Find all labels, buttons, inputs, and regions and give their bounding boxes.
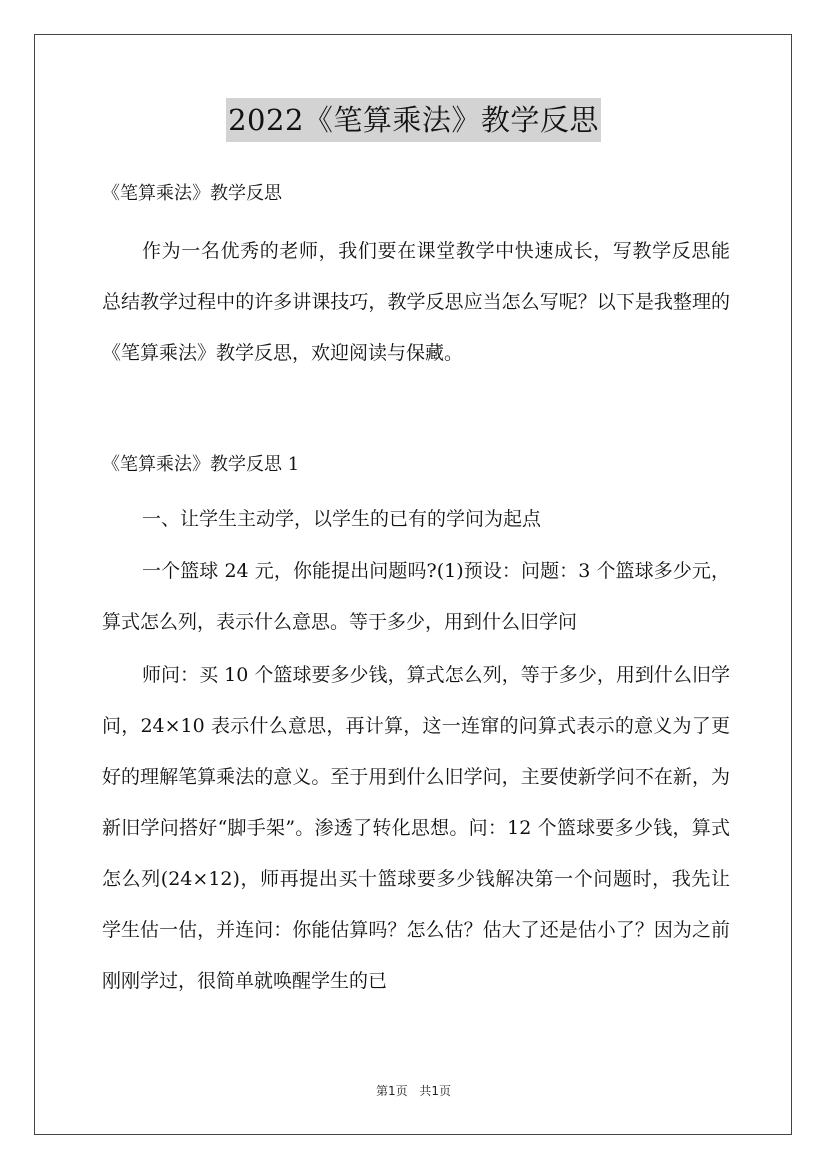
point-one-paragraph: 一、让学生主动学，以学生的已有的学问为起点 — [142, 508, 542, 530]
question-paragraph: 一个篮球 24 元，你能提出问题吗?(1)预设：问题：3 个篮球多少元，算式怎么列，表示什么意思。等于多少，用到什么旧学问 — [102, 560, 730, 633]
document-subtitle: 《笔算乘法》教学反思 — [102, 183, 282, 204]
page-number: 第1页 — [375, 1084, 408, 1098]
document-title: 2022《笔算乘法》教学反思 — [226, 98, 601, 142]
page-footer — [0, 1082, 827, 1099]
page-total: 共1页 — [419, 1084, 452, 1098]
intro-paragraph: 作为一名优秀的老师，我们要在课堂教学中快速成长，写教学反思能总结教学过程中的许多讲课技巧，教学反思应当怎么写呢？以下是我整理的《笔算乘法》教学反思，欢迎阅读与保藏。 — [102, 240, 730, 364]
teacher-paragraph: 师问：买 10 个篮球要多少钱，算式怎么列，等于多少，用到什么旧学问，24×10 表示什么意思，再计算，这一连窜的问算式表示的意义为了更好的理解笔算乘法的意义。至于用到什么旧学问，主要使新学问不在新，为新旧学问搭好“脚手架”。渗透了转化思想。问：12 个篮球要多少钱，算式怎么列(24×12)，师再提出买十篮球要多少钱解决第一个问题时，我先让学生估一估，并连问：你能估算吗？怎么估？估大了还是估小了？因为之前刚刚学过，很简单就唤醒学生的已 — [102, 664, 730, 992]
title-container — [0, 98, 827, 142]
section-heading: 《笔算乘法》教学反思 1 — [102, 454, 300, 475]
